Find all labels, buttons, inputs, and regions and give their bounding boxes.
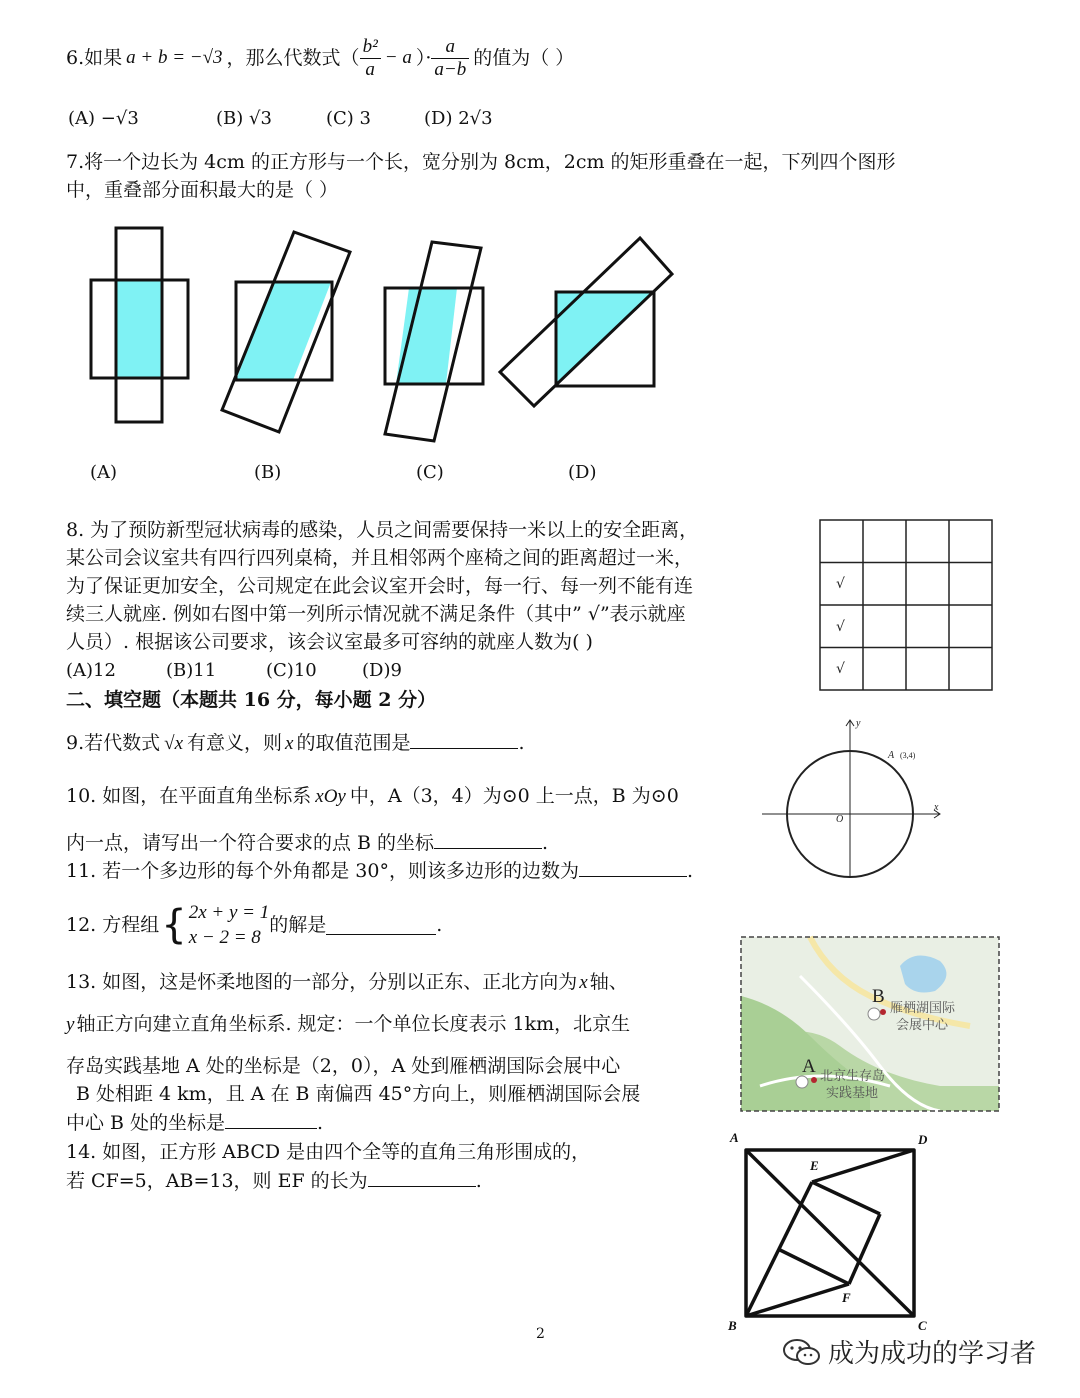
seat-check-1: √ <box>836 576 845 592</box>
q7-line-1: 7.将一个边长为 4cm 的正方形与一个长，宽分别为 8cm，2cm 的矩形重叠在一起，下列四个图形 <box>66 151 896 173</box>
q7-figure-b <box>222 232 350 432</box>
watermark: 成为成功的学习者 <box>782 1333 1036 1370</box>
q7-line-2: 中，重叠部分面积最大的是（ ） <box>66 179 339 201</box>
q14-answer-blank[interactable] <box>368 1168 476 1187</box>
page-number: 2 <box>536 1326 545 1342</box>
seat-check-3: √ <box>836 661 845 677</box>
q6-condition: a + b = −√3 <box>126 47 223 68</box>
q13-line-3: 存岛实践基地 A 处的坐标是（2，0），A 处到雁栖湖国际会展中心 <box>66 1055 621 1077</box>
origin-label: O <box>836 814 844 825</box>
q7-figure-c <box>385 242 483 441</box>
q6-prefix: 6.如果 <box>66 47 123 69</box>
q6-option-c: (C) 3 <box>326 108 371 129</box>
map-label-a: A <box>802 1056 816 1077</box>
vertex-a: A <box>730 1130 739 1145</box>
vertex-b: B <box>728 1318 737 1333</box>
point-a-label: A <box>888 750 895 761</box>
point-e: E <box>810 1158 819 1173</box>
map-a-name-1: 北京生存岛 <box>820 1069 886 1084</box>
q10-answer-blank[interactable] <box>434 830 542 849</box>
vertex-c: C <box>918 1318 927 1333</box>
q6-dot: ）· <box>415 47 432 69</box>
q14-line-2: 若 CF=5，AB=13，则 EF 的长为 . <box>66 1170 482 1192</box>
q7-label-c: (C) <box>416 462 444 483</box>
q6-suffix: 的值为（ ） <box>473 47 575 69</box>
x-axis-label: x <box>934 802 939 813</box>
q6-fraction-2: $\frac{a}{a-b}$ <box>431 36 469 81</box>
q6-mid: ，那么代数式（ <box>226 47 360 69</box>
q9-answer-blank[interactable] <box>410 730 518 749</box>
map-b-name-1: 雁栖湖国际 <box>890 1001 956 1016</box>
q13-line-1: 13. 如图，这是怀柔地图的一部分，分别以正东、正北方向为 x 轴、 <box>66 971 628 993</box>
q13-line-2: y 轴正方向建立直角坐标系. 规定：一个单位长度表示 1km，北京生 <box>66 1013 631 1035</box>
point-f: F <box>842 1290 851 1305</box>
q14-square-figure <box>724 1126 944 1346</box>
q7-label-a: (A) <box>90 462 118 483</box>
q8-line-3: 为了保证更加安全，公司规定在此会议室开会时，每一行、每一列不能有连 <box>66 575 694 597</box>
point-a-coord: (3,4) <box>900 751 916 760</box>
q6-minus-a: − a <box>384 47 412 68</box>
q13-line-4: B 处相距 4 km，且 A 在 B 南偏西 45°方向上，则雁栖湖国际会展 <box>76 1083 641 1105</box>
wechat-icon <box>782 1337 822 1367</box>
q13-answer-blank[interactable] <box>225 1110 317 1129</box>
q6-option-b: (B) √3 <box>216 108 272 129</box>
q11-answer-blank[interactable] <box>579 858 687 877</box>
map-label-b: B <box>872 986 885 1007</box>
q8-line-2: 某公司会议室共有四行四列桌椅，并且相邻两个座椅之间的距离超过一米， <box>66 547 694 569</box>
q8-seat-grid <box>818 518 998 698</box>
q11-line: 11. 若一个多边形的每个外角都是 30°，则该多边形的边数为 . <box>66 860 694 882</box>
y-axis-label: y <box>856 718 861 729</box>
map-b-name-2: 会展中心 <box>896 1018 949 1033</box>
q13-map <box>740 936 1000 1112</box>
q8-option-b: (B)11 <box>166 660 217 681</box>
q12-answer-blank[interactable] <box>326 916 436 935</box>
q8-line-4: 续三人就座. 例如右图中第一列所示情况就不满足条件（其中” √”表示就座 <box>66 603 686 625</box>
q6-line <box>66 36 574 80</box>
q7-figure-d <box>500 238 672 406</box>
q9-expr: √x <box>164 733 184 754</box>
q12-system: 2x + y = 1 x − 2 = 8 <box>188 902 270 948</box>
q12-brace: { <box>161 902 187 948</box>
section-2-heading: 二、填空题（本题共 16 分，每小题 2 分） <box>66 689 437 711</box>
q12-line: 12. 方程组 { 2x + y = 1 x − 2 = 8 的解是 . <box>66 902 443 948</box>
q13-line-5: 中心 B 处的坐标是 . <box>66 1112 324 1134</box>
vertex-d: D <box>918 1132 928 1147</box>
q6-fraction-1: $\frac{\text{b²}}{a}$ <box>360 36 381 81</box>
q7-figures <box>0 210 1080 510</box>
q8-line-1: 8. 为了预防新型冠状病毒的感染，人员之间需要保持一米以上的安全距离， <box>66 519 699 541</box>
q8-option-d: (D)9 <box>362 660 402 681</box>
q8-option-a: (A)12 <box>66 660 116 681</box>
q7-label-b: (B) <box>254 462 282 483</box>
q8-line-5: 人员）. 根据该公司要求，该会议室最多可容纳的就座人数为( ) <box>66 631 593 653</box>
q10-line-1: 10. 如图，在平面直角坐标系 xOy 中，A（3，4）为⊙0 上一点，B 为⊙0 <box>66 785 679 807</box>
q6-option-a: (A) −√3 <box>68 108 139 129</box>
q7-figure-a <box>91 228 188 422</box>
q10-line-2: 内一点，请写出一个符合要求的点 B 的坐标 . <box>66 832 549 854</box>
q10-circle-figure <box>760 718 950 878</box>
q7-label-d: (D) <box>568 462 597 483</box>
map-a-name-2: 实践基地 <box>826 1086 879 1101</box>
q9-line: 9.若代数式 √x 有意义，则 x 的取值范围是 . <box>66 732 525 754</box>
q8-option-c: (C)10 <box>266 660 317 681</box>
seat-check-2: √ <box>836 619 845 635</box>
q6-option-d: (D) 2√3 <box>424 108 493 129</box>
q14-line-1: 14. 如图，正方形 ABCD 是由四个全等的直角三角形围成的， <box>66 1141 591 1163</box>
